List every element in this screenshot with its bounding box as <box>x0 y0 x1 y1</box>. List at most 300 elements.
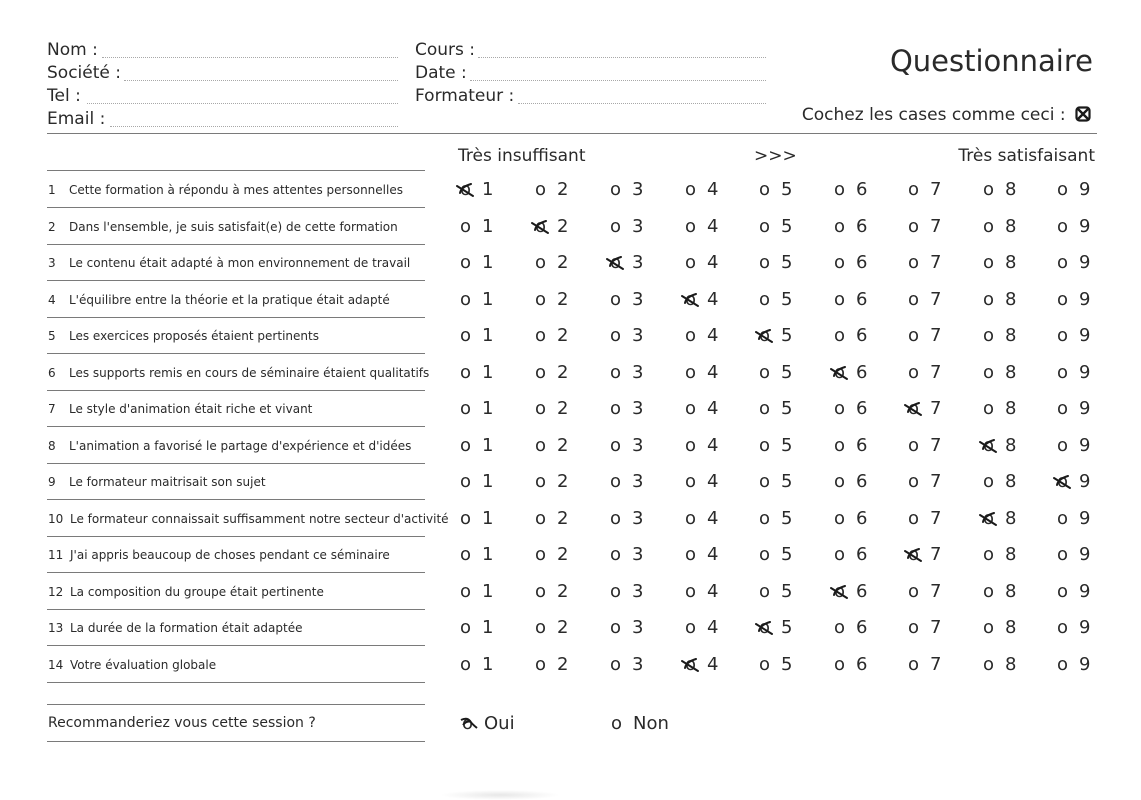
rating-option[interactable] <box>983 544 1016 565</box>
rating-checkbox[interactable]: o <box>610 507 622 529</box>
rating-option[interactable] <box>535 362 568 383</box>
rating-option[interactable] <box>610 654 643 675</box>
rating-option[interactable] <box>610 179 643 200</box>
rating-checkbox[interactable]: o <box>983 361 995 383</box>
rating-checkbox[interactable]: o <box>983 471 995 492</box>
rating-option[interactable] <box>834 289 867 310</box>
rating-option[interactable] <box>834 544 867 565</box>
rating-checkbox[interactable]: o <box>610 544 622 565</box>
rating-checkbox[interactable]: o <box>834 288 846 310</box>
rating-checkbox[interactable]: o <box>759 398 771 419</box>
rating-checkbox[interactable]: o <box>535 398 547 419</box>
rating-option[interactable] <box>610 544 643 565</box>
rating-option[interactable] <box>460 617 493 638</box>
rating-option[interactable] <box>685 544 718 565</box>
rating-checkbox[interactable]: o <box>834 252 846 273</box>
rating-checkbox[interactable]: o <box>983 653 995 675</box>
rating-option[interactable] <box>983 398 1016 419</box>
rating-checkbox[interactable]: o <box>685 617 697 638</box>
rating-checkbox[interactable]: o <box>460 434 472 456</box>
rating-option[interactable] <box>759 362 792 383</box>
rating-checkbox[interactable]: o <box>610 361 622 383</box>
rating-option[interactable] <box>908 654 941 675</box>
rating-checkbox[interactable]: o <box>834 434 846 456</box>
rating-value: 2 <box>557 653 569 675</box>
rating-option[interactable] <box>460 216 493 237</box>
rating-option[interactable] <box>460 289 493 310</box>
rating-checkbox[interactable]: o <box>908 252 920 273</box>
rating-checkbox[interactable]: o <box>834 361 846 383</box>
rating-checkbox[interactable]: o <box>983 252 995 273</box>
rating-option[interactable] <box>1057 325 1090 346</box>
rating-option[interactable] <box>460 654 493 675</box>
rating-checkbox[interactable]: o <box>610 215 622 237</box>
rating-option[interactable] <box>908 581 941 602</box>
rating-value: 8 <box>1005 325 1017 346</box>
rating-checkbox[interactable]: o <box>908 471 920 492</box>
rating-option[interactable] <box>759 435 792 456</box>
rating-option[interactable] <box>535 398 568 419</box>
rating-checkbox[interactable]: o <box>908 215 920 237</box>
rating-checkbox[interactable]: o <box>685 325 697 346</box>
rating-checkbox[interactable]: o <box>759 179 771 200</box>
rating-option[interactable] <box>834 398 867 419</box>
checkbox-non[interactable]: o <box>611 713 623 734</box>
rating-checkbox[interactable]: o <box>1057 288 1069 310</box>
rating-checkbox[interactable]: o <box>834 653 846 675</box>
check-mark-icon <box>978 437 1000 455</box>
rating-option[interactable] <box>1057 398 1090 419</box>
rating-value: 4 <box>707 325 719 346</box>
rating-option[interactable] <box>685 581 718 602</box>
rating-checkbox[interactable]: o <box>535 179 547 200</box>
rating-option[interactable] <box>685 435 718 456</box>
rating-checkbox[interactable]: o <box>610 288 622 310</box>
rating-checkbox[interactable]: o <box>460 580 472 602</box>
recommend-option-oui[interactable] <box>462 713 515 734</box>
rating-value: 2 <box>557 325 569 346</box>
field-line-tel[interactable] <box>87 103 398 104</box>
rating-option[interactable] <box>460 252 493 273</box>
rating-option[interactable] <box>1057 654 1090 675</box>
rating-option[interactable] <box>685 216 718 237</box>
rating-checkbox[interactable]: o <box>983 580 995 602</box>
rating-checkbox[interactable]: o <box>610 252 622 273</box>
rating-option[interactable] <box>759 252 792 273</box>
rating-checkbox[interactable]: o <box>460 617 472 638</box>
rating-option[interactable] <box>610 398 643 419</box>
rating-option[interactable] <box>685 617 718 638</box>
rating-checkbox[interactable]: o <box>460 653 472 675</box>
rating-checkbox[interactable]: o <box>1057 653 1069 675</box>
rating-value: 6 <box>856 361 868 383</box>
rating-value: 5 <box>781 580 793 602</box>
rating-checkbox[interactable]: o <box>759 215 771 237</box>
rating-checkbox[interactable]: o <box>908 179 920 200</box>
rating-checkbox[interactable]: o <box>610 434 622 456</box>
rating-checkbox[interactable]: o <box>834 325 846 346</box>
rating-checkbox[interactable]: o <box>610 653 622 675</box>
rating-option[interactable] <box>908 471 941 492</box>
row-divider <box>47 244 425 245</box>
rating-checkbox[interactable]: o <box>834 544 846 565</box>
field-line-date[interactable] <box>470 80 766 81</box>
field-label-cours: Cours : <box>415 40 476 60</box>
rating-checkbox[interactable]: o <box>685 215 697 237</box>
rating-option[interactable] <box>1057 289 1090 310</box>
rating-checkbox[interactable]: o <box>535 617 547 638</box>
question-number: 10 <box>48 511 64 526</box>
rating-option[interactable] <box>983 617 1016 638</box>
rating-checkbox[interactable]: o <box>759 617 771 638</box>
rating-value: 3 <box>632 361 644 383</box>
field-line-cours[interactable] <box>478 57 766 58</box>
rating-checkbox[interactable]: o <box>908 580 920 602</box>
question-text: La durée de la formation était adaptée <box>70 621 303 635</box>
rating-checkbox[interactable]: o <box>908 361 920 383</box>
rating-option[interactable] <box>460 471 493 492</box>
rating-option[interactable] <box>535 471 568 492</box>
check-mark-icon <box>829 583 851 601</box>
rating-value: 6 <box>856 288 868 310</box>
rating-option[interactable] <box>983 179 1016 200</box>
rating-option[interactable] <box>685 508 718 529</box>
rating-checkbox[interactable]: o <box>983 617 995 638</box>
field-label-societe: Société : <box>47 63 121 83</box>
rating-checkbox[interactable]: o <box>908 398 920 419</box>
field-line-formateur[interactable] <box>518 103 766 104</box>
rating-value: 6 <box>856 471 868 492</box>
rating-option[interactable] <box>685 398 718 419</box>
rating-checkbox[interactable]: o <box>908 544 920 565</box>
rating-value: 8 <box>1005 653 1017 675</box>
rating-value: 2 <box>557 252 569 273</box>
rating-checkbox[interactable]: o <box>535 288 547 310</box>
rating-option[interactable] <box>535 325 568 346</box>
rating-value: 7 <box>930 580 942 602</box>
rating-checkbox[interactable]: o <box>610 179 622 200</box>
rating-checkbox[interactable]: o <box>610 398 622 419</box>
rating-option[interactable] <box>908 216 941 237</box>
rating-option[interactable] <box>535 581 568 602</box>
rating-option[interactable] <box>834 252 867 273</box>
rating-option[interactable] <box>1057 179 1090 200</box>
field-line-email[interactable] <box>110 126 398 127</box>
rating-checkbox[interactable]: o <box>1057 398 1069 419</box>
rating-checkbox[interactable]: o <box>535 471 547 492</box>
rating-checkbox[interactable]: o <box>610 580 622 602</box>
rating-option[interactable] <box>834 654 867 675</box>
rating-option[interactable] <box>983 289 1016 310</box>
rating-checkbox[interactable]: o <box>535 325 547 346</box>
rating-checkbox[interactable]: o <box>685 507 697 529</box>
check-mark-icon <box>754 619 776 637</box>
rating-option[interactable] <box>685 325 718 346</box>
rating-option[interactable] <box>1057 508 1090 529</box>
rating-checkbox[interactable]: o <box>685 361 697 383</box>
rating-value: 5 <box>781 179 793 200</box>
rating-checkbox[interactable]: o <box>685 252 697 273</box>
rating-checkbox[interactable]: o <box>1057 471 1069 492</box>
rating-checkbox[interactable]: o <box>685 179 697 200</box>
rating-value: 8 <box>1005 179 1017 200</box>
rating-checkbox[interactable]: o <box>834 215 846 237</box>
row-divider <box>47 426 425 427</box>
rating-value: 6 <box>856 653 868 675</box>
rating-option[interactable] <box>535 544 568 565</box>
rating-option[interactable] <box>685 179 718 200</box>
rating-option[interactable] <box>759 216 792 237</box>
recommend-label-non: Non <box>633 713 669 734</box>
rating-option[interactable] <box>834 508 867 529</box>
question-text: L'animation a favorisé le partage d'expérience et d'idées <box>69 438 412 453</box>
rating-value: 9 <box>1079 398 1091 419</box>
rating-option[interactable] <box>834 325 867 346</box>
rating-option[interactable] <box>610 362 643 383</box>
rating-option[interactable] <box>983 654 1016 675</box>
rating-checkbox[interactable]: o <box>460 288 472 310</box>
rating-checkbox[interactable]: o <box>983 507 995 529</box>
scale-high-label: Très satisfaisant <box>958 146 1095 166</box>
rating-option[interactable] <box>908 435 941 456</box>
rating-checkbox[interactable]: o <box>535 507 547 529</box>
rating-checkbox[interactable]: o <box>685 471 697 492</box>
rating-checkbox[interactable]: o <box>759 580 771 602</box>
rating-option[interactable] <box>759 471 792 492</box>
rating-option[interactable] <box>610 325 643 346</box>
rating-option[interactable] <box>759 179 792 200</box>
rating-checkbox[interactable]: o <box>908 288 920 310</box>
rating-checkbox[interactable]: o <box>983 215 995 237</box>
rating-checkbox[interactable]: o <box>1057 580 1069 602</box>
rating-checkbox[interactable]: o <box>1057 361 1069 383</box>
rating-checkbox[interactable]: o <box>535 434 547 456</box>
rating-option[interactable] <box>685 362 718 383</box>
rating-checkbox[interactable]: o <box>460 507 472 529</box>
question-number: 8 <box>48 438 56 453</box>
rating-option[interactable] <box>610 617 643 638</box>
rating-option[interactable] <box>460 398 493 419</box>
rating-option[interactable] <box>908 252 941 273</box>
rating-checkbox[interactable]: o <box>460 215 472 237</box>
rating-checkbox[interactable]: o <box>983 434 995 456</box>
rating-checkbox[interactable]: o <box>460 325 472 346</box>
rating-option[interactable] <box>1057 435 1090 456</box>
question-text: Les exercices proposés étaient pertinents <box>69 329 319 343</box>
rating-value: 2 <box>557 288 569 310</box>
rating-checkbox[interactable]: o <box>908 325 920 346</box>
rating-option[interactable] <box>834 617 867 638</box>
rating-option[interactable] <box>535 617 568 638</box>
rating-option[interactable] <box>610 581 643 602</box>
rating-value: 3 <box>632 215 644 237</box>
row-divider <box>47 353 425 354</box>
header-divider <box>47 133 1097 134</box>
rating-checkbox[interactable]: o <box>1057 325 1069 346</box>
rating-option[interactable] <box>460 325 493 346</box>
rating-option[interactable] <box>983 252 1016 273</box>
rating-checkbox[interactable]: o <box>1057 179 1069 200</box>
rating-option[interactable] <box>834 435 867 456</box>
question-number: 5 <box>48 329 56 343</box>
crossed-box-icon <box>1075 106 1091 122</box>
rating-checkbox[interactable]: o <box>983 288 995 310</box>
rating-option[interactable] <box>759 654 792 675</box>
rating-checkbox[interactable]: o <box>460 361 472 383</box>
rating-checkbox[interactable]: o <box>759 288 771 310</box>
rating-checkbox[interactable]: o <box>759 252 771 273</box>
rating-value: 5 <box>781 471 793 492</box>
rating-option[interactable] <box>460 362 493 383</box>
rating-option[interactable] <box>759 508 792 529</box>
rating-checkbox[interactable]: o <box>610 471 622 492</box>
rating-checkbox[interactable]: o <box>460 179 472 200</box>
question-number: 3 <box>48 256 56 270</box>
rating-checkbox[interactable]: o <box>1057 252 1069 273</box>
rating-checkbox[interactable]: o <box>834 398 846 419</box>
rating-checkbox[interactable]: o <box>834 617 846 638</box>
rating-checkbox[interactable]: o <box>983 544 995 565</box>
rating-checkbox[interactable]: o <box>1057 507 1069 529</box>
rating-option[interactable] <box>1057 544 1090 565</box>
rating-option[interactable] <box>908 289 941 310</box>
rating-value: 7 <box>930 252 942 273</box>
rating-checkbox[interactable]: o <box>535 580 547 602</box>
rating-value: 4 <box>707 617 719 638</box>
rating-option[interactable] <box>908 362 941 383</box>
rating-checkbox[interactable]: o <box>535 544 547 565</box>
rating-checkbox[interactable]: o <box>460 252 472 273</box>
rating-checkbox[interactable]: o <box>834 580 846 602</box>
rating-option[interactable] <box>834 179 867 200</box>
rating-option[interactable] <box>908 508 941 529</box>
rating-option[interactable] <box>1057 581 1090 602</box>
rating-checkbox[interactable]: o <box>685 398 697 419</box>
rating-option[interactable] <box>1057 252 1090 273</box>
rating-option[interactable] <box>535 435 568 456</box>
rating-option[interactable] <box>685 252 718 273</box>
rating-checkbox[interactable]: o <box>535 361 547 383</box>
rating-checkbox[interactable]: o <box>834 471 846 492</box>
rating-checkbox[interactable]: o <box>1057 544 1069 565</box>
rating-value: 1 <box>482 215 494 237</box>
rating-checkbox[interactable]: o <box>759 507 771 529</box>
rating-checkbox[interactable]: o <box>759 544 771 565</box>
question-text: Dans l'ensemble, je suis satisfait(e) de cette formation <box>69 219 398 234</box>
rating-value: 6 <box>856 179 868 200</box>
rating-option[interactable] <box>1057 362 1090 383</box>
recommend-option-non[interactable] <box>611 713 669 734</box>
rating-checkbox[interactable]: o <box>983 179 995 200</box>
rating-checkbox[interactable]: o <box>1057 434 1069 456</box>
rating-checkbox[interactable]: o <box>759 325 771 346</box>
rating-option[interactable] <box>535 508 568 529</box>
rating-checkbox[interactable]: o <box>460 398 472 419</box>
rating-value: 9 <box>1079 252 1091 273</box>
rating-option[interactable] <box>834 471 867 492</box>
checkbox-oui[interactable]: o <box>462 713 484 734</box>
rating-value: 7 <box>930 325 942 346</box>
rating-option[interactable] <box>535 179 568 200</box>
rating-checkbox[interactable]: o <box>759 361 771 383</box>
rating-checkbox[interactable]: o <box>535 215 547 237</box>
rating-option[interactable] <box>908 617 941 638</box>
rating-option[interactable] <box>759 581 792 602</box>
rating-value: 6 <box>856 325 868 346</box>
rating-checkbox[interactable]: o <box>460 471 472 492</box>
rating-checkbox[interactable]: o <box>759 653 771 675</box>
rating-checkbox[interactable]: o <box>759 471 771 492</box>
rating-checkbox[interactable]: o <box>834 507 846 529</box>
rating-option[interactable] <box>1057 216 1090 237</box>
rating-option[interactable] <box>460 544 493 565</box>
rating-checkbox[interactable]: o <box>1057 617 1069 638</box>
rating-checkbox[interactable]: o <box>685 580 697 602</box>
rating-option[interactable] <box>759 398 792 419</box>
rating-option[interactable] <box>983 362 1016 383</box>
rating-option[interactable] <box>535 289 568 310</box>
rating-option[interactable] <box>460 508 493 529</box>
rating-checkbox[interactable]: o <box>908 507 920 529</box>
rating-checkbox[interactable]: o <box>834 179 846 200</box>
rating-option[interactable] <box>610 289 643 310</box>
rating-option[interactable] <box>983 471 1016 492</box>
rating-option[interactable] <box>759 544 792 565</box>
rating-option[interactable] <box>759 289 792 310</box>
rating-option[interactable] <box>460 581 493 602</box>
rating-checkbox[interactable]: o <box>685 544 697 565</box>
rating-option[interactable] <box>535 654 568 675</box>
field-line-societe[interactable] <box>124 80 398 81</box>
rating-value: 2 <box>557 215 569 237</box>
rating-checkbox[interactable]: o <box>535 653 547 675</box>
field-line-nom[interactable] <box>102 57 398 58</box>
rating-option[interactable] <box>983 581 1016 602</box>
rating-option[interactable] <box>685 471 718 492</box>
check-mark-icon <box>530 218 552 236</box>
rating-checkbox[interactable]: o <box>983 325 995 346</box>
rating-option[interactable] <box>610 216 643 237</box>
rating-option[interactable] <box>610 471 643 492</box>
rating-option[interactable] <box>460 435 493 456</box>
rating-checkbox[interactable]: o <box>908 617 920 638</box>
question-text: Cette formation à répondu à mes attentes personnelles <box>69 183 403 197</box>
rating-checkbox[interactable]: o <box>908 653 920 675</box>
rating-option[interactable] <box>1057 617 1090 638</box>
rating-checkbox[interactable]: o <box>1057 215 1069 237</box>
rating-value: 1 <box>482 653 494 675</box>
rating-checkbox[interactable]: o <box>685 288 697 310</box>
rating-checkbox[interactable]: o <box>610 325 622 346</box>
rating-option[interactable] <box>535 252 568 273</box>
rating-option[interactable] <box>610 508 643 529</box>
rating-option[interactable] <box>834 216 867 237</box>
rating-checkbox[interactable]: o <box>983 398 995 419</box>
rating-value: 3 <box>632 544 644 565</box>
rating-checkbox[interactable]: o <box>908 434 920 456</box>
rating-option[interactable] <box>983 216 1016 237</box>
rating-option[interactable] <box>908 325 941 346</box>
rating-checkbox[interactable]: o <box>535 252 547 273</box>
rating-option[interactable] <box>983 325 1016 346</box>
rating-option[interactable] <box>610 435 643 456</box>
rating-checkbox[interactable]: o <box>685 653 697 675</box>
rating-option[interactable] <box>908 179 941 200</box>
rating-checkbox[interactable]: o <box>685 434 697 456</box>
rating-checkbox[interactable]: o <box>610 617 622 638</box>
rating-checkbox[interactable]: o <box>460 544 472 565</box>
rating-checkbox[interactable]: o <box>759 434 771 456</box>
